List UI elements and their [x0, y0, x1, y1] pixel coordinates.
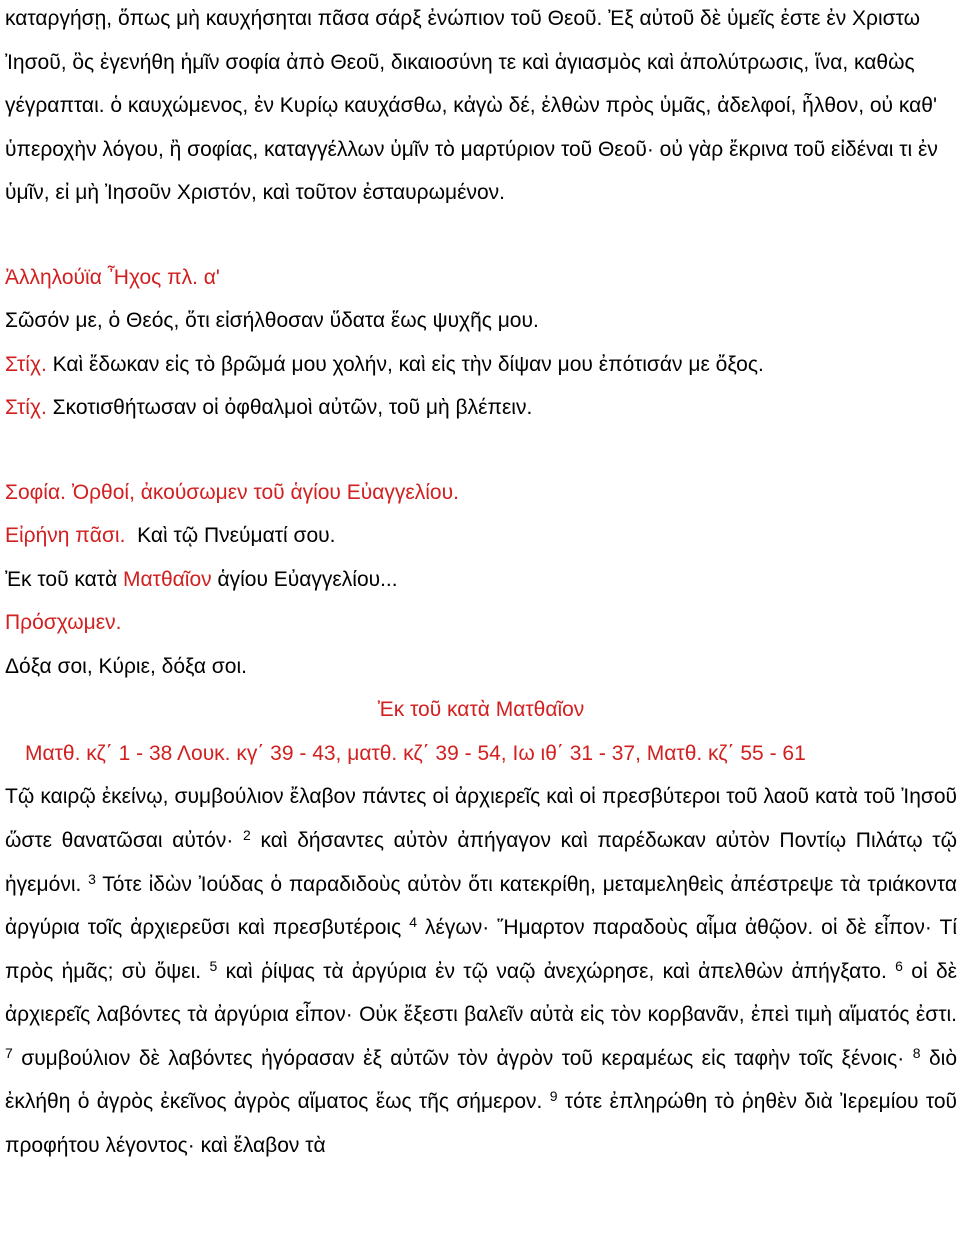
- verse-text: καὶ ῥίψας τὰ ἀργύρια ἐν τῷ ναῷ ἀνεχώρησε, καὶ ἀπελθὼν ἀπήγξατο.: [217, 959, 896, 983]
- verse-text: διὸ ἐκλήθη ὁ ἀγρὸς ἐκεῖνος ἀγρὸς αἵματος ἕως τῆς σήμερον.: [5, 1046, 957, 1114]
- epistle-reading-text: καταργήσῃ, ὅπως μὴ καυχήσηται πᾶσα σάρξ ἐνώπιον τοῦ Θεοῦ. Ἐξ αὐτοῦ δὲ ὑμεῖς ἐστε ἐν Χριστω Ἰησοῦ, ὃς ἐγενήθη ἡμῖν σοφία ἀπὸ Θεοῦ, δικαιοσύνη τε καὶ ἁγιασμὸς καὶ ἀπολύτρωσις, ἵνα, καθὼς γέγραπται. ὁ καυχώμενος, ἐν Κυρίῳ καυχάσθω, κἀγὼ δέ, ἐλθὼν πρὸς ὑμᾶς, ἀδελφοί, ἦλθον, οὐ καθ' ὑπεροχὴν λόγου, ἢ σοφίας, καταγγέλλων ὑμῖν τὸ μαρτύριον τοῦ Θεοῦ· οὐ γὰρ ἔκρινα τοῦ εἰδέναι τι ἐν ὑμῖν, εἰ μὴ Ἰησοῦν Χριστόν, καὶ τοῦτον ἐσταυρωμένον.: [5, 7, 938, 205]
- peace-response: Καὶ τῷ Πνεύματί σου.: [125, 524, 336, 548]
- verse-text: Τῷ καιρῷ ἐκείνῳ, συμβούλιον ἔλαβον πάντες οἱ ἀρχιερεῖς καὶ οἱ πρεσβύτεροι τοῦ λαοῦ κατὰ τοῦ Ἰησοῦ ὥστε θανατῶσαι αὐτόν·: [5, 785, 957, 853]
- alleluia-title: Ἀλληλούϊα Ἦχος πλ. α': [5, 265, 220, 289]
- evangelist-name: Ματθαῖον: [123, 567, 212, 591]
- document-page: [5, 0, 957, 1167]
- verse-text: καὶ δήσαντες αὐτὸν ἀπήγαγον καὶ παρέδωκαν αὐτὸν Ποντίῳ Πιλάτῳ τῷ ἡγεμόνι.: [5, 829, 958, 896]
- alleluia-verse-3: [5, 386, 957, 430]
- verse-text: οἱ δὲ ἀρχιερεῖς λαβόντες τὰ ἀργύρια εἶπον· Οὐκ ἔξεστι βαλεῖν αὐτὰ εἰς τὸν κορβανᾶν, ἐπεὶ τιμὴ αἵματός ἐστι.: [5, 959, 957, 1027]
- stich-label: Στίχ.: [5, 352, 47, 376]
- orthoi-text: Ὀρθοί, ἀκούσωμεν τοῦ ἁγίου Εὐαγγελίου.: [65, 480, 459, 504]
- alleluia-verse-2-text: Καὶ ἔδωκαν εἰς τὸ βρῶμά μου χολήν, καὶ εἰς τὴν δίψαν μου ἐπότισάν με ὄξος.: [46, 352, 764, 376]
- verse-number: 5: [209, 957, 218, 974]
- doxa-response: Δόξα σοι, Κύριε, δόξα σοι.: [5, 654, 247, 678]
- spacer: [5, 430, 957, 471]
- alleluia-verse-3-text: Σκοτισθήτωσαν οἱ ὀφθαλμοὶ αὐτῶν, τοῦ μὴ βλέπειν.: [46, 396, 533, 420]
- gospel-call: [5, 471, 957, 515]
- verse-number: 6: [895, 957, 903, 974]
- stich-label: Στίχ.: [5, 396, 47, 420]
- gospel-announcement: [5, 558, 957, 602]
- spacer: [5, 215, 957, 256]
- gospel-text: [5, 775, 957, 1167]
- verse-number: 3: [88, 870, 96, 887]
- verse-number: 2: [243, 827, 251, 844]
- verse-number: 9: [549, 1088, 558, 1105]
- alleluia-verse-2: [5, 343, 957, 387]
- verse-number: 7: [5, 1044, 13, 1061]
- peace-text: Εἰρήνη πᾶσι.: [5, 524, 126, 548]
- verse-text: συμβούλιον δὲ λαβόντες ἠγόρασαν ἐξ αὐτῶν τὸν ἀγρὸν τοῦ κεραμέως εἰς ταφὴν τοῖς ξένοις·: [12, 1046, 913, 1070]
- verse-text: Τότε ἰδὼν Ἰούδας ὁ παραδιδοὺς αὐτὸν ὅτι κατεκρίθη, μεταμεληθεὶς ἀπέστρεψε τὰ τριάκοντα ἀργύρια τοῖς ἀρχιερεῦσι καὶ πρεσβυτέροις: [5, 872, 957, 940]
- verse-text: τότε ἐπληρώθη τὸ ῥηθὲν διὰ Ἰερεμίου τοῦ προφήτου λέγοντος· καὶ ἔλαβον τὰ: [5, 1090, 958, 1157]
- verse-text: λέγων· Ἥμαρτον παραδοὺς αἷμα ἀθῷον. οἱ δὲ εἶπον· Τί πρὸς ἡμᾶς; σὺ ὄψει.: [5, 916, 958, 983]
- peace-exchange: [5, 514, 957, 558]
- gospel-references: Ματθ. κζ΄ 1 - 38 Λουκ. κγ΄ 39 - 43, ματθ. κζ΄ 39 - 54, Ιω ιθ΄ 31 - 37, Ματθ. κζ΄ 55 - 61: [25, 741, 806, 765]
- gospel-heading: Ἐκ τοῦ κατὰ Ματθαῖον: [377, 698, 585, 722]
- reading-suffix: ἁγίου Εὐαγγελίου...: [211, 567, 398, 591]
- sofia-label: Σοφία.: [5, 480, 66, 504]
- reading-prefix: Ἐκ τοῦ κατὰ: [5, 567, 124, 591]
- verse-number: 4: [409, 914, 417, 931]
- alleluia-verse-1: Σῶσόν με, ὁ Θεός, ὅτι εἰσήλθοσαν ὕδατα ἕως ψυχῆς μου.: [5, 309, 539, 333]
- verse-number: 8: [912, 1044, 921, 1061]
- proschomen-text: Πρόσχωμεν.: [5, 611, 122, 635]
